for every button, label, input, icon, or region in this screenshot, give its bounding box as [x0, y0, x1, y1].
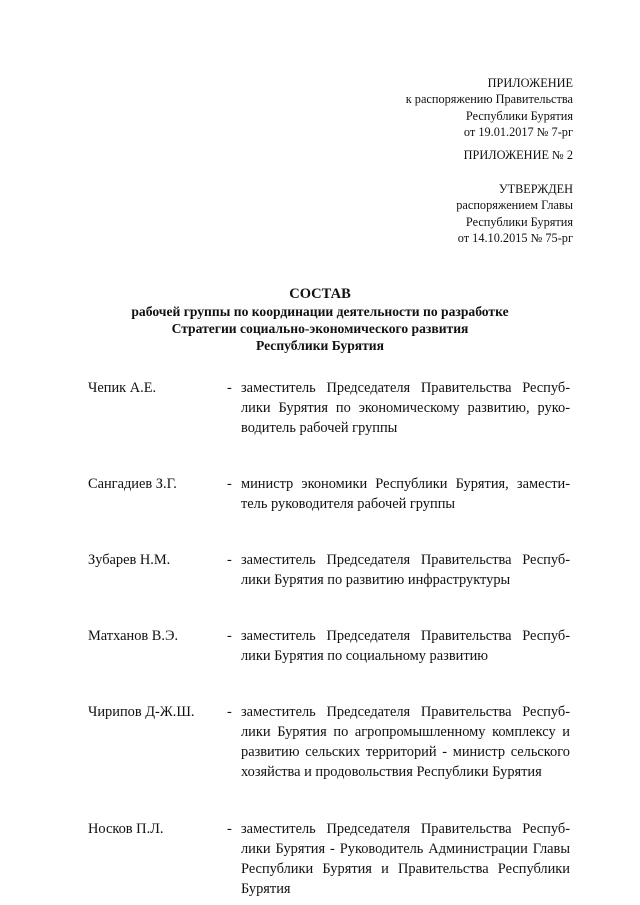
member-role: заместитель Председателя Правительства Республики Бурятия по социальному развитию	[241, 628, 570, 664]
approved-reference-line: Республики Бурятия	[465, 214, 573, 229]
members-list	[88, 378, 570, 899]
member-dash: -	[227, 704, 232, 720]
appendix-header	[406, 75, 573, 140]
member-role: заместитель Председателя Правительства Республики Бурятия - Руководитель Администрации Главы Республики Бурятия и Правительства Республики Бурятия	[241, 821, 570, 897]
member-entry	[88, 819, 570, 899]
member-role: заместитель Председателя Правительства Республики Бурятия по экономическому развитию, руководитель рабочей группы	[241, 380, 570, 436]
approved-label: УТВЕРЖДЕН	[498, 182, 573, 196]
member-name: Чепик А.Е.	[88, 380, 157, 396]
member-entry	[88, 702, 570, 782]
approved-date-number: от 14.10.2015 № 75-рг	[457, 230, 573, 245]
member-dash: -	[227, 628, 232, 644]
member-dash: -	[227, 380, 232, 396]
member-name: Сангадиев З.Г.	[88, 476, 177, 492]
title-line: Стратегии социально-экономического развития	[171, 321, 469, 336]
appendix-2-label: ПРИЛОЖЕНИЕ № 2	[463, 148, 573, 162]
title-main: СОСТАВ	[289, 286, 351, 302]
appendix-date-number: от 19.01.2017 № 7-рг	[463, 124, 573, 139]
member-name: Носков П.Л.	[88, 821, 164, 837]
member-name: Чирипов Д-Ж.Ш.	[88, 704, 195, 720]
title-line: рабочей группы по координации деятельности по разработке	[131, 304, 509, 319]
member-role: заместитель Председателя Правительства Республики Бурятия по развитию инфраструктуры	[241, 552, 570, 588]
member-dash: -	[227, 552, 232, 568]
appendix-2-header	[464, 147, 573, 163]
approved-reference-line: распоряжением Главы	[456, 198, 573, 213]
member-entry	[88, 378, 570, 438]
title-line: Республики Бурятия	[255, 338, 384, 353]
member-name: Матханов В.Э.	[88, 628, 179, 644]
member-entry	[88, 626, 570, 666]
member-name: Зубарев Н.М.	[88, 552, 171, 568]
member-dash: -	[227, 821, 232, 837]
member-dash: -	[227, 476, 232, 492]
appendix-reference-line: Республики Бурятия	[465, 108, 573, 123]
document-title	[0, 285, 640, 354]
member-role: заместитель Председателя Правительства Республики Бурятия по агропромышленному комплексу и развитию сельских территорий - министр сельского хозяйства и продовольствия Республики Бурятия	[241, 704, 570, 780]
approval-stamp-text	[456, 181, 573, 246]
member-role: министр экономики Республики Бурятия, заместитель руководителя рабочей группы	[241, 476, 570, 512]
member-entry	[88, 474, 570, 514]
appendix-reference-line: к распоряжению Правительства	[405, 92, 573, 107]
appendix-label: ПРИЛОЖЕНИЕ	[487, 76, 573, 90]
member-entry	[88, 550, 570, 590]
